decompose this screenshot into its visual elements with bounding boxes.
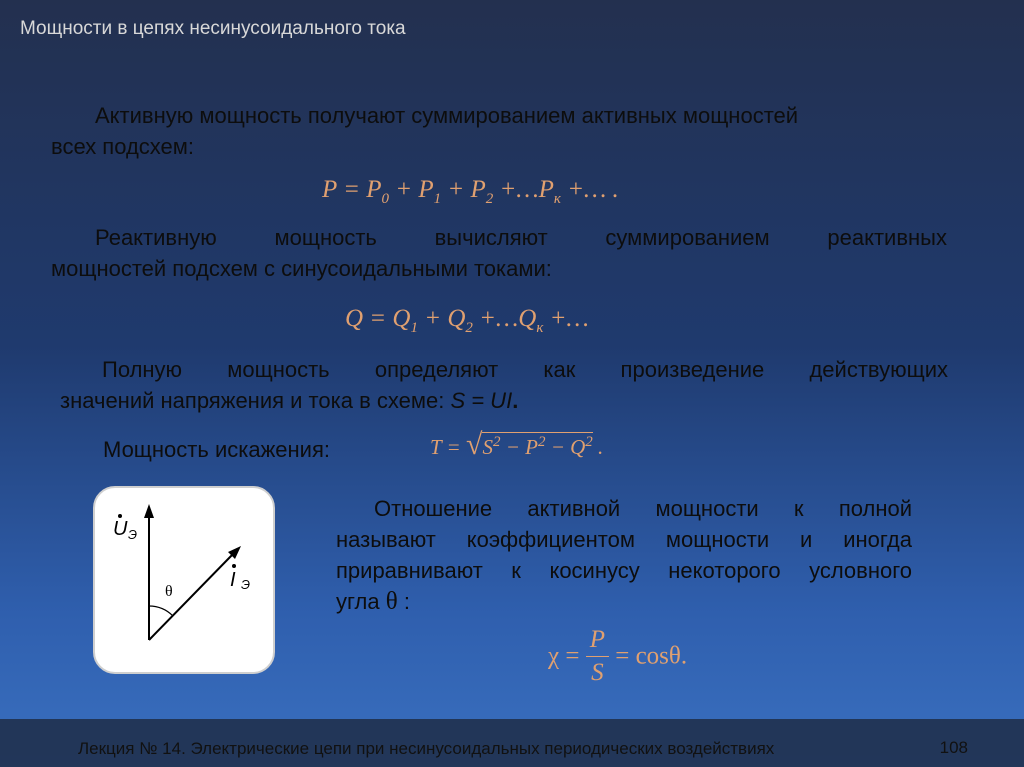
power-factor-formula: χ = $\frac{P}{S}$ = cosθ. <box>548 626 688 686</box>
active-power-line-1: Активную мощность получают суммированием активных мощностей <box>95 103 799 128</box>
current-sub: Э <box>241 577 251 592</box>
page-number: 108 <box>939 738 968 757</box>
apparent-power-line-1: Полную мощность определяют как произведение действующих <box>102 357 948 382</box>
angle-label: θ <box>165 583 173 600</box>
current-label: I <box>230 569 236 591</box>
current-vector <box>149 554 233 640</box>
distortion-formula: $T = √S^2 - P^2 - Q^2$ . <box>430 428 604 461</box>
distortion-label: Мощность искажения: <box>103 437 330 462</box>
power-factor-line-1: Отношение активной мощности к полной <box>374 496 912 521</box>
voltage-dot <box>118 514 122 518</box>
power-factor-text <box>336 493 912 617</box>
voltage-arrowhead <box>144 504 154 518</box>
apparent-power-text <box>60 354 948 416</box>
slide-title: Мощности в цепях несинусоидального тока <box>20 18 406 39</box>
phasor-diagram <box>95 488 273 672</box>
active-power-formula: $P = P_0 + P_1 + P_2$ $+\dots P_к$ +… . <box>322 176 619 207</box>
angle-arc <box>149 606 173 616</box>
reactive-power-text <box>51 222 947 284</box>
voltage-label: U <box>113 518 128 540</box>
reactive-power-line-2: мощностей подсхем с синусоидальными токами: <box>51 256 552 281</box>
active-power-text <box>51 100 955 162</box>
phasor-diagram-panel <box>93 486 275 674</box>
power-factor-line-3: приравнивают к косинусу некоторого условного <box>336 558 912 583</box>
reactive-power-formula: $Q = Q_1 + Q_2$ $+\dots Q_к$ +… <box>345 305 589 336</box>
footer-lecture-title: Лекция № 14. Электрические цепи при несинусоидальных периодических воздействиях <box>78 739 775 758</box>
power-factor-line-2: называют коэффициентом мощности и иногда <box>336 527 912 552</box>
voltage-sub: Э <box>128 527 138 542</box>
reactive-power-line-1: Реактивную мощность вычисляют суммированием реактивных <box>95 225 947 250</box>
apparent-power-line-2: значений напряжения и тока в схеме: S = UI. <box>60 388 519 413</box>
current-dot <box>232 564 236 568</box>
power-factor-line-4: угла θ : <box>336 588 410 615</box>
active-power-line-2: всех подсхем: <box>51 134 195 159</box>
